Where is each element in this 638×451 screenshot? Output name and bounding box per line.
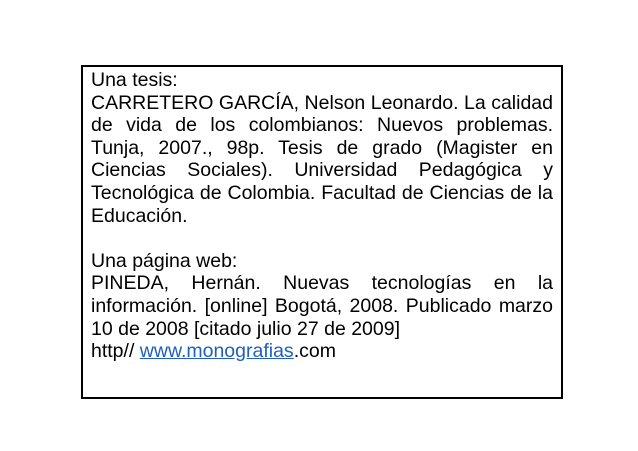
url-suffix: .com (293, 340, 336, 363)
webpage-heading: Una página web: (91, 249, 238, 272)
citation-examples-box (81, 65, 563, 399)
monografias-link[interactable]: www.monografias (139, 340, 294, 363)
thesis-citation: CARRETERO GARCÍA, Nelson Leonardo. La calidad de vida de los colombianos: Nuevos problemas. Tunja, 2007., 98p. Tesis de grado (Magister en Ciencias Sociales). Universidad Pedagógica y Tecnológica de Colombia. Facultad de Ciencias de la Educación. (91, 91, 553, 227)
webpage-citation: PINEDA, Hernán. Nuevas tecnologías en la información. [online] Bogotá, 2008. Publicado marzo 10 de 2008 [citado julio 27 de 2009] (91, 272, 553, 340)
section-spacer (91, 227, 553, 250)
webpage-url-line (91, 340, 553, 363)
url-prefix: http// (91, 340, 140, 363)
thesis-heading: Una tesis: (91, 69, 178, 91)
